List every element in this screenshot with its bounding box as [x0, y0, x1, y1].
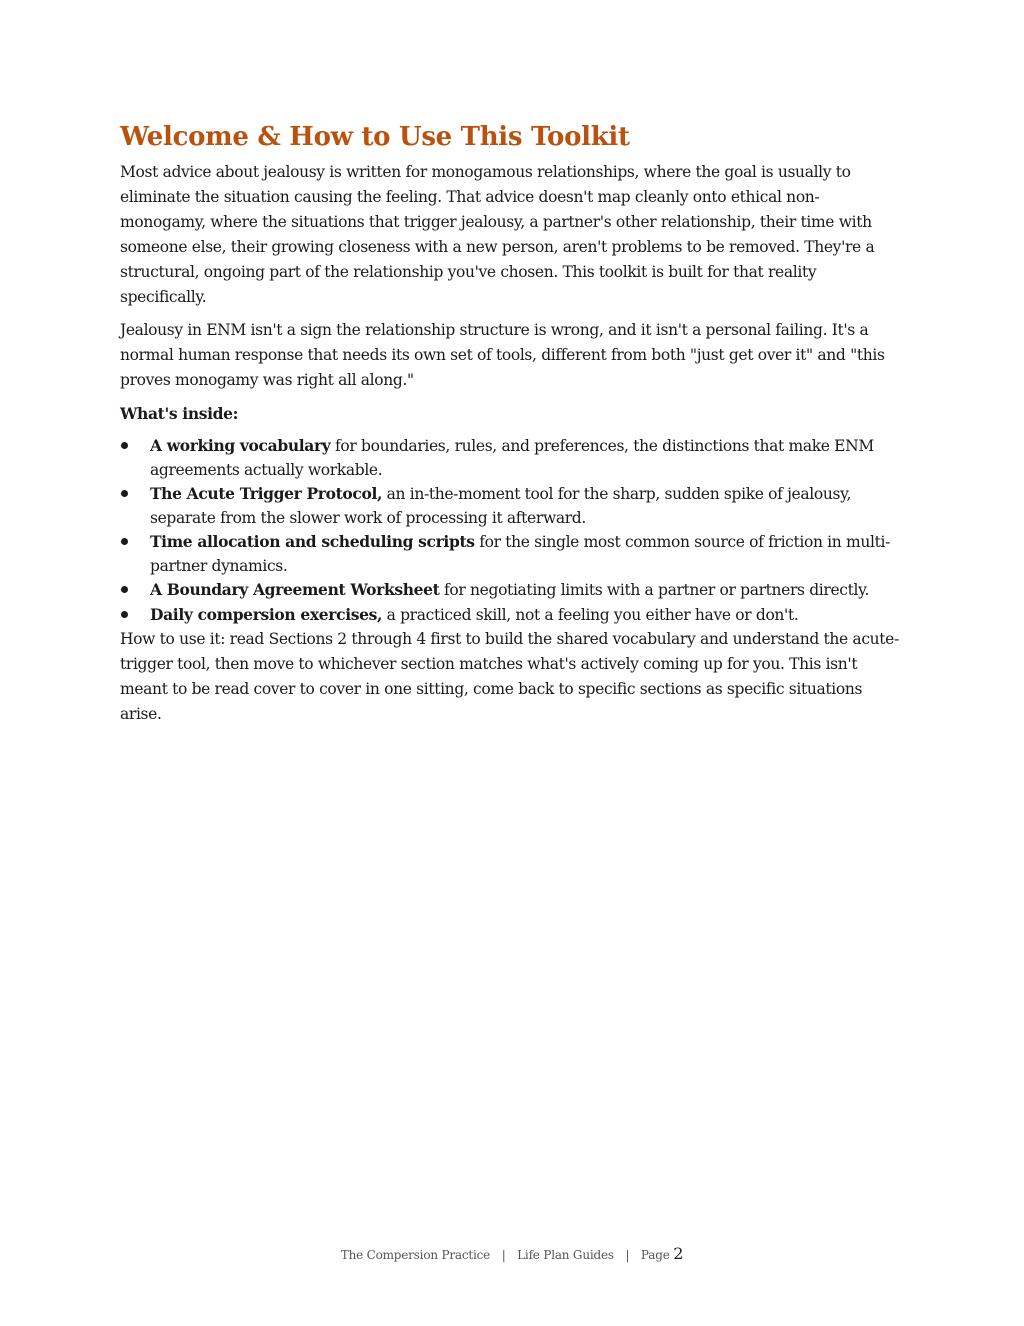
list-item-text: a practiced skill, not a feeling you either have or don't.: [382, 605, 799, 624]
page-footer: [0, 1244, 1024, 1263]
list-item-text: an in-the-moment tool for the sharp, sudden spike of jealousy, separate from the slower work of processing it afterward.: [150, 485, 852, 527]
list-item-lead: The Acute Trigger Protocol,: [150, 484, 383, 503]
list-item: [120, 603, 900, 628]
footer-page-label: Page: [640, 1248, 670, 1262]
footer-separator: |: [625, 1248, 630, 1262]
footer-publication: The Compersion Practice: [340, 1248, 491, 1262]
list-item-text: for boundaries, rules, and preferences, the distinctions that make ENM agreements actually workable.: [150, 437, 874, 479]
list-item-lead: A working vocabulary: [150, 436, 331, 455]
bullet-icon: [121, 538, 128, 545]
list-item-text: for the single most common source of friction in multi-partner dynamics.: [150, 533, 890, 575]
footer-series: Life Plan Guides: [517, 1248, 614, 1262]
list-item: [120, 578, 900, 603]
whats-inside-heading: What's inside:: [120, 404, 239, 423]
list-item-lead: Daily compersion exercises,: [150, 604, 383, 624]
contents-list: [120, 434, 900, 627]
list-item-lead: Time allocation and scheduling scripts: [150, 532, 475, 551]
list-item: [120, 434, 900, 482]
document-body: [120, 118, 900, 735]
footer-page-number: 2: [673, 1244, 684, 1263]
how-to-use-paragraph: How to use it: read Sections 2 through 4 first to build the shared vocabulary and understand the acute-trigger tool, then move to whichever section matches what's actively coming up for you. This isn't meant to be read cover to cover in one sitting, come back to specific sections as specific situations arise.: [120, 630, 899, 723]
list-item-text: for negotiating limits with a partner or partners directly.: [439, 581, 870, 599]
list-item: [120, 530, 900, 578]
list-item-lead: A Boundary Agreement Worksheet: [150, 580, 440, 599]
section-title: Welcome & How to Use This Toolkit: [120, 122, 630, 152]
footer-separator: |: [501, 1248, 506, 1262]
jealousy-paragraph: Jealousy in ENM isn't a sign the relationship structure is wrong, and it isn't a personal failing. It's a normal human response that needs its own set of tools, different from both "just get over it" and "this proves monogamy was right all along.": [120, 321, 885, 389]
list-item: [120, 482, 900, 530]
bullet-icon: [121, 611, 128, 618]
bullet-icon: [121, 490, 128, 497]
bullet-icon: [121, 586, 128, 593]
intro-paragraph: Most advice about jealousy is written for monogamous relationships, where the goal is usually to eliminate the situation causing the feeling. That advice doesn't map cleanly onto ethical non-monogamy, where the situations that trigger jealousy, a partner's other relationship, their time with someone else, their growing closeness with a new person, aren't problems to be removed. They're a structural, ongoing part of the relationship you've chosen. This toolkit is built for that reality specifically.: [120, 163, 875, 306]
bullet-icon: [121, 442, 128, 449]
